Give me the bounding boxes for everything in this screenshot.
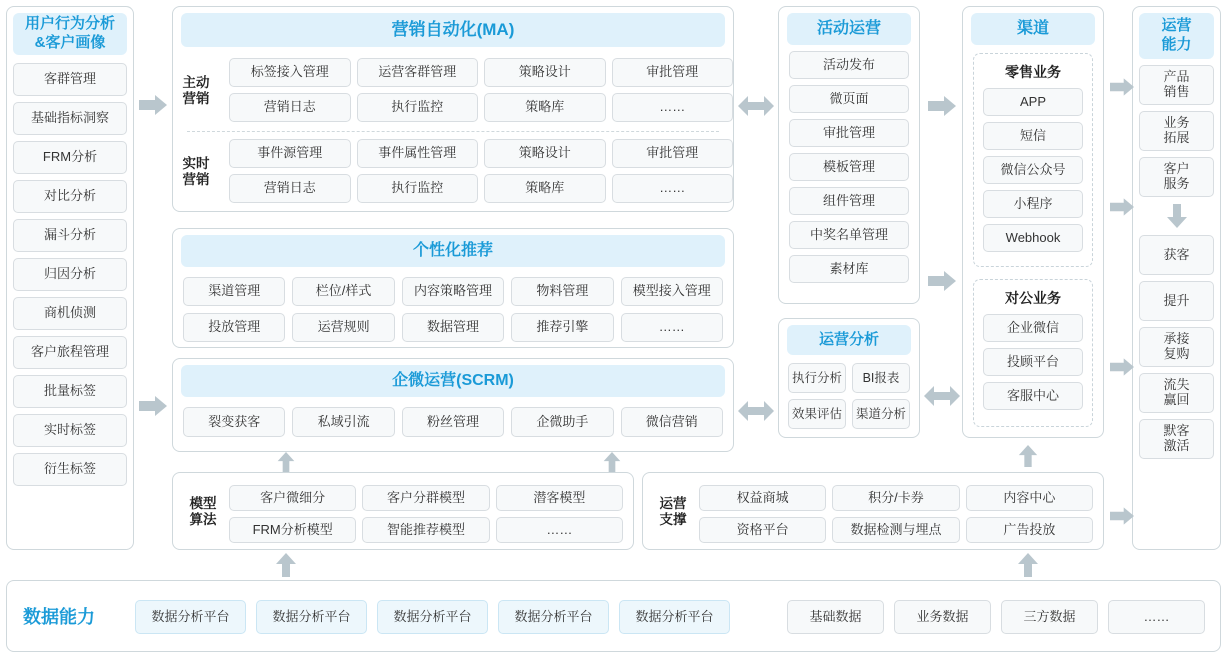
bottom-left-item-0[interactable]: 数据分析平台 — [135, 600, 246, 634]
ma-g1-item-2[interactable]: 策略设计 — [484, 58, 606, 87]
bottom-right-group — [787, 600, 1205, 634]
support-label-line2: 支撑 — [659, 512, 687, 527]
scrm-title: 企微运营(SCRM) — [181, 365, 725, 397]
left-item-10[interactable]: 衍生标签 — [13, 453, 127, 486]
left-item-8[interactable]: 批量标签 — [13, 375, 127, 408]
rec-item-9[interactable]: …… — [621, 313, 723, 342]
capability-item-0[interactable] — [1139, 65, 1214, 105]
panel-user-behavior-analysis — [6, 6, 134, 550]
bottom-left-group — [135, 600, 730, 634]
bottom-label: 数据能力 — [23, 607, 95, 627]
bottom-right-item-1[interactable]: 业务数据 — [894, 600, 991, 634]
channel-corporate-item-2[interactable]: 客服中心 — [983, 382, 1083, 410]
ma-g1-item-5[interactable]: 执行监控 — [357, 93, 479, 122]
opsan-grid — [788, 363, 910, 429]
activity-item-2[interactable]: 审批管理 — [789, 119, 909, 147]
panel-operation-analysis — [778, 318, 920, 438]
capability-item-7[interactable] — [1139, 419, 1214, 459]
ma-title: 营销自动化(MA) — [181, 13, 725, 47]
arrow-double-icon-scrm-opsanalysis — [738, 400, 774, 422]
activity-item-0[interactable]: 活动发布 — [789, 51, 909, 79]
channel-corporate-group — [973, 279, 1093, 427]
bottom-left-item-3[interactable]: 数据分析平台 — [498, 600, 609, 634]
arrow-right-icon-channel-capability-mid — [1108, 196, 1136, 218]
arrow-right-icon-left-to-ma — [138, 94, 168, 116]
channel-retail-title: 零售业务 — [1005, 64, 1061, 80]
scrm-item-2[interactable]: 粉丝管理 — [402, 407, 504, 437]
activity-item-3[interactable]: 模板管理 — [789, 153, 909, 181]
capability-item-4-line1: 提升 — [1163, 292, 1190, 308]
ma-group1-label — [173, 59, 219, 123]
arrow-double-icon-ma-activity — [738, 95, 774, 117]
ma-g2-item-5[interactable]: 执行监控 — [357, 174, 479, 203]
capability-item-0-line2: 销售 — [1163, 84, 1190, 99]
capability-item-6-line2: 赢回 — [1163, 392, 1190, 407]
arrow-up-icon-data-support — [1016, 552, 1040, 578]
scrm-item-0[interactable]: 裂变获客 — [183, 407, 285, 437]
bottom-right-item-0[interactable]: 基础数据 — [787, 600, 884, 634]
ma-group2-grid — [229, 139, 733, 203]
support-item-4[interactable]: 数据检测与埋点 — [832, 517, 959, 543]
panel-activity-operation — [778, 6, 920, 304]
rec-item-1[interactable]: 栏位/样式 — [292, 277, 394, 306]
rec-item-7[interactable]: 数据管理 — [402, 313, 504, 342]
ma-g1-item-4[interactable]: 营销日志 — [229, 93, 351, 122]
ma-g2-item-0[interactable]: 事件源管理 — [229, 139, 351, 168]
capability-item-5[interactable] — [1139, 327, 1214, 367]
ma-g2-item-7[interactable]: …… — [612, 174, 734, 203]
arrow-up-icon-data-algo — [274, 552, 298, 578]
capability-title — [1139, 13, 1214, 59]
algo-label-line1: 模型 — [189, 495, 217, 511]
capability-item-4[interactable] — [1139, 281, 1214, 321]
rec-item-5[interactable]: 投放管理 — [183, 313, 285, 342]
channel-corporate-item-1[interactable]: 投顾平台 — [983, 348, 1083, 376]
bottom-right-item-3[interactable]: …… — [1108, 600, 1205, 634]
rec-title: 个性化推荐 — [181, 235, 725, 267]
capability-item-1-line2: 拓展 — [1163, 130, 1190, 145]
capability-item-0-line1: 产品 — [1163, 69, 1190, 85]
arrow-up-icon-support-channel — [1016, 444, 1040, 468]
activity-title: 活动运营 — [787, 13, 911, 45]
opsan-item-1[interactable]: BI报表 — [852, 363, 910, 393]
arrow-right-icon-activity-channel — [926, 95, 958, 117]
ma-group1-grid — [229, 58, 733, 122]
channel-retail-item-0[interactable]: APP — [983, 88, 1083, 116]
ma-g1-item-1[interactable]: 运营客群管理 — [357, 58, 479, 87]
capability-title-line1: 运营 — [1161, 17, 1192, 35]
arrow-double-icon-opsanalysis-channel — [924, 385, 960, 407]
capability-item-7-line1: 默客 — [1163, 423, 1190, 439]
capability-item-1[interactable] — [1139, 111, 1214, 151]
bottom-right-item-2[interactable]: 三方数据 — [1001, 600, 1098, 634]
left-item-4[interactable]: 漏斗分析 — [13, 219, 127, 252]
algo-item-1[interactable]: 客户分群模型 — [362, 485, 489, 511]
ma-group1-label-line2: 营销 — [182, 91, 210, 106]
channel-retail-item-1[interactable]: 短信 — [983, 122, 1083, 150]
arrow-up-icon-algo-scrm-right — [600, 452, 624, 472]
ma-g2-item-6[interactable]: 策略库 — [484, 174, 606, 203]
opsan-title: 运营分析 — [787, 325, 911, 355]
support-grid — [699, 485, 1093, 543]
algo-label-line2: 算法 — [189, 512, 217, 527]
capability-item-6-line1: 流失 — [1163, 377, 1190, 393]
opsan-item-2[interactable]: 效果评估 — [788, 399, 846, 429]
panel-personalized-recommendation — [172, 228, 734, 348]
capability-item-6[interactable] — [1139, 373, 1214, 413]
ma-group2-label-line1: 实时 — [182, 155, 210, 171]
algo-item-4[interactable]: 智能推荐模型 — [362, 517, 489, 543]
rec-item-6[interactable]: 运营规则 — [292, 313, 394, 342]
rec-grid — [183, 277, 723, 342]
arrow-up-icon-algo-scrm — [274, 452, 298, 472]
left-item-6[interactable]: 商机侦测 — [13, 297, 127, 330]
arrow-down-icon-capability — [1133, 203, 1220, 229]
arrow-right-icon-activity-channel-lower — [926, 270, 958, 292]
support-item-0[interactable]: 权益商城 — [699, 485, 826, 511]
ma-group1-label-line1: 主动 — [182, 74, 210, 90]
rec-item-3[interactable]: 物料管理 — [511, 277, 613, 306]
capability-item-2-line2: 服务 — [1163, 176, 1190, 191]
arrow-right-icon-channel-capability-top — [1108, 76, 1136, 98]
left-item-9[interactable]: 实时标签 — [13, 414, 127, 447]
left-item-5[interactable]: 归因分析 — [13, 258, 127, 291]
opsan-item-0[interactable]: 执行分析 — [788, 363, 846, 393]
capability-item-3[interactable] — [1139, 235, 1214, 275]
capability-item-7-line2: 激活 — [1163, 438, 1190, 453]
algo-grid — [229, 485, 623, 543]
left-item-2[interactable]: FRM分析 — [13, 141, 127, 174]
left-panel-title-line2: &客户画像 — [34, 34, 106, 51]
left-item-0[interactable]: 客群管理 — [13, 63, 127, 96]
capability-title-line2: 能力 — [1161, 36, 1192, 53]
channel-retail-item-3[interactable]: 小程序 — [983, 190, 1083, 218]
arrow-right-icon-channel-capability-low — [1108, 356, 1136, 378]
left-panel-title-line1: 用户行为分析 — [24, 15, 115, 33]
ma-g2-item-4[interactable]: 营销日志 — [229, 174, 351, 203]
support-label — [651, 487, 695, 537]
arrow-right-icon-support-capability — [1108, 505, 1136, 527]
activity-item-1[interactable]: 微页面 — [789, 85, 909, 113]
algo-item-3[interactable]: FRM分析模型 — [229, 517, 356, 543]
rec-item-2[interactable]: 内容策略管理 — [402, 277, 504, 306]
capability-item-2[interactable] — [1139, 157, 1214, 197]
panel-scrm — [172, 358, 734, 452]
activity-item-5[interactable]: 中奖名单管理 — [789, 221, 909, 249]
capability-item-3-line1: 获客 — [1163, 246, 1190, 262]
ma-divider — [187, 131, 719, 132]
panel-data-capability — [6, 580, 1221, 652]
support-label-line1: 运营 — [659, 495, 687, 511]
bottom-left-item-2[interactable]: 数据分析平台 — [377, 600, 488, 634]
activity-item-6[interactable]: 素材库 — [789, 255, 909, 283]
ma-group2-label-line2: 营销 — [182, 172, 210, 187]
bottom-left-item-4[interactable]: 数据分析平台 — [619, 600, 730, 634]
panel-model-algorithm — [172, 472, 634, 550]
scrm-item-4[interactable]: 微信营销 — [621, 407, 723, 437]
panel-marketing-automation — [172, 6, 734, 212]
algo-item-0[interactable]: 客户微细分 — [229, 485, 356, 511]
ma-g1-item-0[interactable]: 标签接入管理 — [229, 58, 351, 87]
support-item-1[interactable]: 积分/卡券 — [832, 485, 959, 511]
channel-retail-item-4[interactable]: Webhook — [983, 224, 1083, 252]
rec-item-4[interactable]: 模型接入管理 — [621, 277, 723, 306]
panel-operation-support — [642, 472, 1104, 550]
channel-title: 渠道 — [971, 13, 1095, 45]
ma-group2-label — [173, 140, 219, 204]
scrm-item-1[interactable]: 私域引流 — [292, 407, 394, 437]
opsan-item-3[interactable]: 渠道分析 — [852, 399, 910, 429]
ma-g1-item-3[interactable]: 审批管理 — [612, 58, 734, 87]
left-panel-title — [13, 13, 127, 55]
ma-g2-item-3[interactable]: 审批管理 — [612, 139, 734, 168]
left-item-7[interactable]: 客户旅程管理 — [13, 336, 127, 369]
support-item-3[interactable]: 资格平台 — [699, 517, 826, 543]
rec-item-0[interactable]: 渠道管理 — [183, 277, 285, 306]
algo-item-5[interactable]: …… — [496, 517, 623, 543]
scrm-item-3[interactable]: 企微助手 — [511, 407, 613, 437]
ma-g2-item-2[interactable]: 策略设计 — [484, 139, 606, 168]
algo-item-2[interactable]: 潜客模型 — [496, 485, 623, 511]
left-item-3[interactable]: 对比分析 — [13, 180, 127, 213]
channel-corporate-item-0[interactable]: 企业微信 — [983, 314, 1083, 342]
capability-item-5-line1: 承接 — [1163, 331, 1190, 347]
left-item-1[interactable]: 基础指标洞察 — [13, 102, 127, 135]
scrm-grid — [183, 407, 723, 437]
algo-label — [181, 487, 225, 537]
support-item-2[interactable]: 内容中心 — [966, 485, 1093, 511]
support-item-5[interactable]: 广告投放 — [966, 517, 1093, 543]
capability-item-1-line1: 业务 — [1163, 115, 1190, 131]
bottom-left-item-1[interactable]: 数据分析平台 — [256, 600, 367, 634]
channel-corporate-title: 对公业务 — [1005, 290, 1061, 306]
capability-item-5-line2: 复购 — [1163, 346, 1190, 361]
ma-g1-item-7[interactable]: …… — [612, 93, 734, 122]
channel-retail-item-2[interactable]: 微信公众号 — [983, 156, 1083, 184]
arrow-right-icon-left-to-scrm — [138, 395, 168, 417]
rec-item-8[interactable]: 推荐引擎 — [511, 313, 613, 342]
ma-g2-item-1[interactable]: 事件属性管理 — [357, 139, 479, 168]
panel-channel — [962, 6, 1104, 438]
ma-g1-item-6[interactable]: 策略库 — [484, 93, 606, 122]
panel-operation-capability — [1132, 6, 1221, 550]
channel-retail-group — [973, 53, 1093, 267]
activity-item-4[interactable]: 组件管理 — [789, 187, 909, 215]
capability-item-2-line1: 客户 — [1163, 161, 1190, 177]
